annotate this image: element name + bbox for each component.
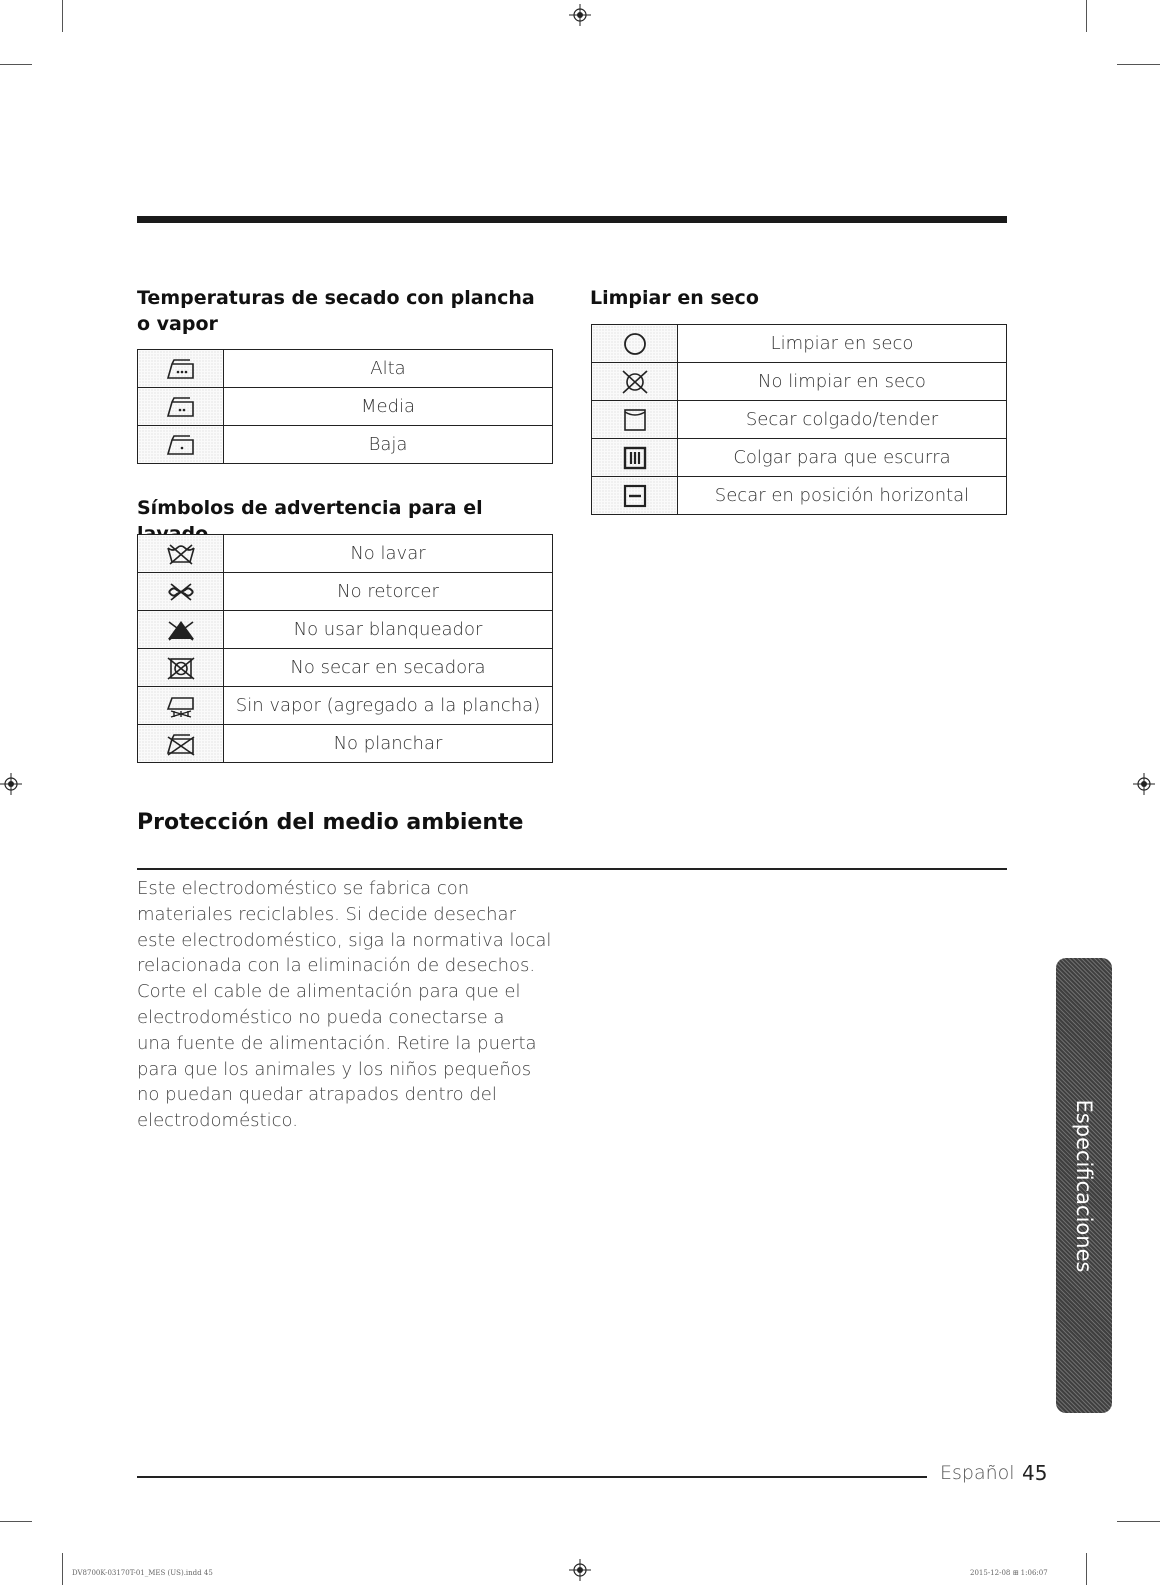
print-slug-left: DV8700K-03170T-01_MES (US).indd 45 (72, 1569, 213, 1577)
table-row (138, 649, 553, 687)
body-line: Corte el cable de alimentación para que el (137, 981, 521, 1003)
body-line: no puedan quedar atrapados dentro del (137, 1084, 497, 1106)
registration-mark-icon (569, 1559, 591, 1581)
warning-label: No usar blanqueador (224, 611, 553, 649)
table-row (138, 611, 553, 649)
table-row (138, 426, 553, 464)
registration-mark-icon (1133, 773, 1155, 795)
crop-mark (1117, 1521, 1160, 1522)
body-line: este electrodoméstico, siga la normativa local (137, 929, 552, 951)
dry-clean-label: Colgar para que escurra (678, 439, 1007, 477)
body-line: electrodoméstico. (137, 1110, 298, 1132)
footer-language: Español (940, 1462, 1015, 1484)
ironing-label: Media (224, 388, 553, 426)
chapter-tab-label: Especificaciones (1072, 1099, 1096, 1272)
ironing-table (137, 349, 553, 464)
table-row (138, 573, 553, 611)
warning-label: No planchar (224, 725, 553, 763)
warning-table (137, 534, 553, 763)
table-row (592, 401, 1007, 439)
table-row (138, 535, 553, 573)
no-steam-icon (138, 687, 224, 725)
no-wring-icon (138, 573, 224, 611)
crop-mark (1086, 0, 1087, 32)
dry-flat-icon (592, 477, 678, 515)
iron-medium-icon (138, 388, 224, 426)
drip-dry-icon (592, 439, 678, 477)
crop-mark (62, 0, 63, 32)
dry-clean-section-title: Limpiar en seco (590, 287, 759, 309)
iron-low-icon (138, 426, 224, 464)
body-line: relacionada con la eliminación de desechos. (137, 955, 536, 977)
dry-clean-label: Secar colgado/tender (678, 401, 1007, 439)
body-line: para que los animales y los niños pequeños (137, 1058, 532, 1080)
table-row (592, 439, 1007, 477)
warning-label: Sin vapor (agregado a la plancha) (224, 687, 553, 725)
print-slug-right: 2015-12-08 ⊞ 1:06:07 (970, 1569, 1048, 1577)
registration-mark-icon (569, 4, 591, 26)
table-row (138, 687, 553, 725)
line-dry-icon (592, 401, 678, 439)
chapter-side-tab[interactable] (1056, 958, 1112, 1413)
body-line: materiales reciclables. Si decide desechar (137, 903, 516, 925)
table-row (592, 325, 1007, 363)
warning-label: No lavar (224, 535, 553, 573)
table-row (592, 363, 1007, 401)
crop-mark (0, 64, 32, 65)
dry-clean-label: No limpiar en seco (678, 363, 1007, 401)
ironing-label: Baja (224, 426, 553, 464)
dry-clean-icon (592, 325, 678, 363)
no-dry-clean-icon (592, 363, 678, 401)
table-row (138, 350, 553, 388)
dry-clean-label: Secar en posición horizontal (678, 477, 1007, 515)
page-number: 45 (1022, 1461, 1048, 1485)
ironing-section-title: Temperaturas de secado con plancha o vapor (137, 287, 535, 335)
environment-section-title: Protección del medio ambiente (137, 810, 524, 835)
registration-mark-icon (0, 773, 22, 795)
ironing-label: Alta (224, 350, 553, 388)
no-bleach-icon (138, 611, 224, 649)
no-tumble-dry-icon (138, 649, 224, 687)
warning-label: No retorcer (224, 573, 553, 611)
iron-high-icon (138, 350, 224, 388)
body-line: Este electrodoméstico se fabrica con (137, 878, 470, 899)
table-row (592, 477, 1007, 515)
warning-section-title: Símbolos de advertencia para el (137, 497, 483, 519)
table-row (138, 725, 553, 763)
body-line: una fuente de alimentación. Retire la puerta (137, 1032, 537, 1054)
no-wash-icon (138, 535, 224, 573)
table-row (138, 388, 553, 426)
crop-mark (1086, 1553, 1087, 1585)
crop-mark (62, 1553, 63, 1585)
environment-rule (137, 868, 1007, 870)
crop-mark (0, 1521, 32, 1522)
environment-body (137, 876, 557, 1134)
warning-label: No secar en secadora (224, 649, 553, 687)
crop-mark (1117, 64, 1160, 65)
dry-clean-label: Limpiar en seco (678, 325, 1007, 363)
footer-rule (137, 1476, 927, 1478)
body-line: electrodoméstico no pueda conectarse a (137, 1006, 505, 1028)
header-rule (137, 216, 1007, 223)
dry-clean-table (591, 324, 1007, 515)
no-iron-icon (138, 725, 224, 763)
